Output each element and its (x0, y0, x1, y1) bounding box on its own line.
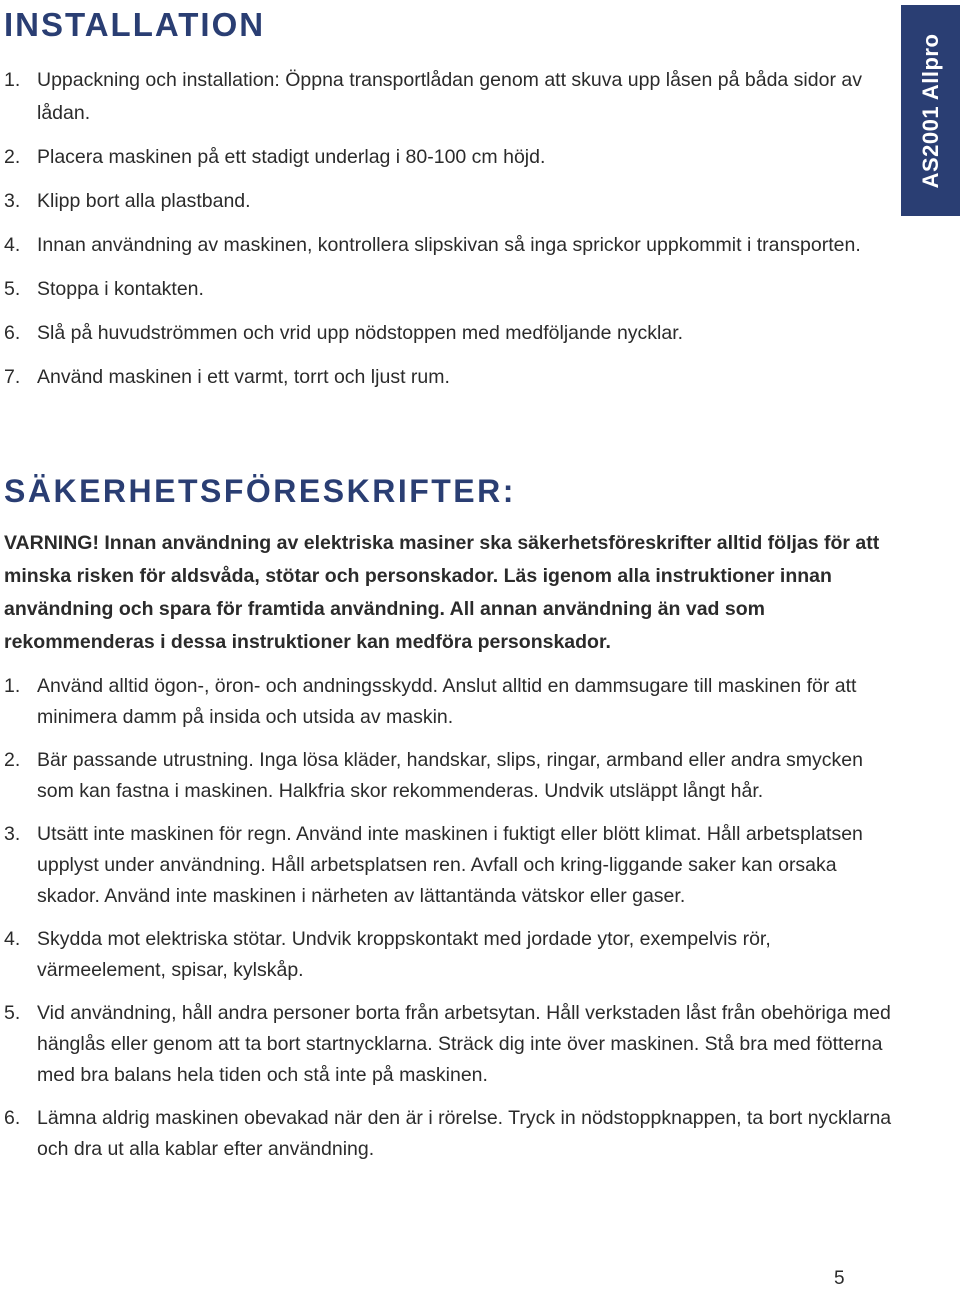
list-item (0, 998, 900, 1091)
list-item (0, 1103, 900, 1165)
page-number: 5 (834, 1268, 845, 1289)
side-tab (901, 5, 960, 216)
list-item (0, 361, 900, 394)
list-item (0, 229, 900, 262)
item-text: Använd maskinen i ett varmt, torrt och ljust rum. (37, 366, 450, 388)
item-number: 3. (4, 823, 21, 845)
item-number: 4. (4, 928, 21, 950)
side-tab-label: AS2001 Allpro (917, 33, 943, 188)
item-text: Utsätt inte maskinen för regn. Använd inte maskinen i fuktigt eller blött klimat. Håll arbetsplatsen upplyst under användning. Håll arbetsplatsen ren. Avfall och kring-liggande saker kan orsaka skador. Använd inte maskinen i närheten av lättantända vätskor eller gaser. (37, 823, 863, 907)
item-number: 1. (4, 675, 21, 697)
item-text: Slå på huvudströmmen och vrid upp nödstoppen med medföljande nycklar. (37, 322, 684, 344)
item-text: Använd alltid ögon-, öron- och andningsskydd. Anslut alltid en dammsugare till maskinen för att minimera damm på insida och utsida av maskin. (37, 675, 857, 728)
list-item (0, 671, 900, 733)
installation-list (0, 64, 900, 394)
item-text: Lämna aldrig maskinen obevakad när den är i rörelse. Tryck in nödstoppknappen, ta bort nycklarna och dra ut alla kablar efter användning. (37, 1107, 892, 1160)
list-item (0, 141, 900, 174)
item-text: Placera maskinen på ett stadigt underlag i 80-100 cm höjd. (37, 146, 546, 168)
item-text: Skydda mot elektriska stötar. Undvik kroppskontakt med jordade ytor, exempelvis rör, värmeelement, spisar, kylskåp. (37, 928, 771, 981)
safety-list (0, 671, 900, 1177)
installation-heading: INSTALLATION (4, 6, 266, 43)
item-number: 7. (4, 366, 21, 388)
item-number: 2. (4, 146, 21, 168)
list-item (0, 924, 900, 986)
item-text: Stoppa i kontakten. (37, 278, 204, 300)
item-text: Bär passande utrustning. Inga lösa kläder, handskar, slips, ringar, armband eller andra smycken som kan fastna i maskinen. Halkfria skor rekommenderas. Undvik utsläppt långt hår. (37, 749, 863, 802)
item-number: 5. (4, 278, 21, 300)
item-number: 2. (4, 749, 21, 771)
item-text: Uppackning och installation: Öppna transportlådan genom att skuva upp låsen på båda sidor av lådan. (37, 69, 862, 124)
list-item (0, 64, 900, 130)
item-number: 1. (4, 69, 21, 91)
warning-paragraph: VARNING! Innan användning av elektriska masiner ska säkerhetsföreskrifter alltid följas för att minska risken för aldsvåda, stötar och personskador. Läs igenom alla instruktioner innan användning och spara för framtida användning. All annan användning än vad som rekommenderas i dessa instruktioner kan medföra personskador. (4, 532, 880, 653)
item-number: 3. (4, 190, 21, 212)
list-item (0, 745, 900, 807)
item-text: Innan användning av maskinen, kontrollera slipskivan så inga sprickor uppkommit i transporten. (37, 234, 861, 256)
item-number: 6. (4, 322, 21, 344)
safety-heading: SÄKERHETSFÖRESKRIFTER: (4, 473, 516, 509)
item-text: Vid användning, håll andra personer borta från arbetsytan. Håll verkstaden låst från obehöriga med hänglås eller genom att ta bort startnycklarna. Sträck dig inte över maskinen. Stå bra med fötterna med bra balans hela tiden och stå inte på maskinen. (37, 1002, 891, 1086)
item-number: 5. (4, 1002, 21, 1024)
list-item (0, 819, 900, 912)
item-text: Klipp bort alla plastband. (37, 190, 251, 212)
list-item (0, 185, 900, 218)
list-item (0, 317, 900, 350)
item-number: 4. (4, 234, 21, 256)
list-item (0, 273, 900, 306)
item-number: 6. (4, 1107, 21, 1129)
